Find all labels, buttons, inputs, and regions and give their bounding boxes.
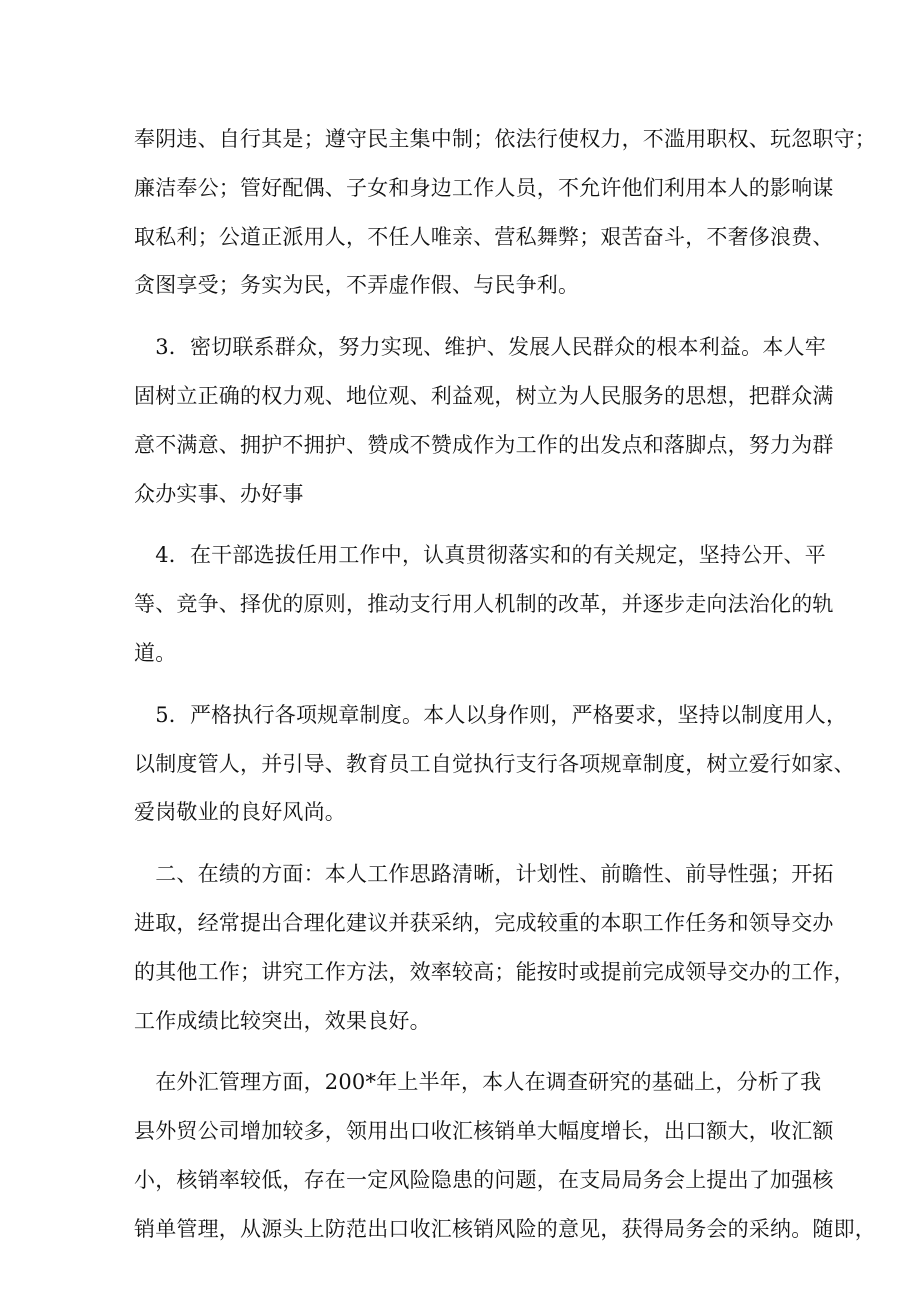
text-line: 二、在绩的方面：本人工作思路清晰，计划性、前瞻性、前导性强；开拓 xyxy=(134,862,834,887)
paragraph-gap xyxy=(134,678,796,691)
paragraph-gap xyxy=(134,1045,796,1058)
text-line: 的其他工作；讲究工作方法，效率较高；能按时或提前完成领导交办的工作， xyxy=(134,959,855,984)
text-line: 小，核销率较低，存在一定风险隐患的问题，在支局局务会上提出了加强核 xyxy=(134,1167,834,1192)
text-line: 进取，经常提出合理化建议并获采纳，完成较重的本职工作任务和领导交办 xyxy=(134,910,834,935)
text-line: 爱岗敬业的良好风尚。 xyxy=(134,800,346,825)
text-line: 在外汇管理方面，200*年上半年，本人在调查研究的基础上，分析了我 xyxy=(134,1070,822,1095)
text-line: 4．在干部选拔任用工作中，认真贯彻落实和的有关规定，坚持公开、平 xyxy=(134,543,826,568)
text-line: 以制度管人，并引导、教育员工自觉执行支行各项规章制度，树立爱行如家、 xyxy=(134,751,855,776)
text-line: 道。 xyxy=(134,640,177,665)
text-line: 奉阴违、自行其是；遵守民主集中制；依法行使权力，不滥用职权、玩忽职守； xyxy=(134,127,876,151)
text-line: 3．密切联系群众，努力实现、维护、发展人民群众的根本利益。本人牢 xyxy=(134,335,826,360)
paragraph-gap xyxy=(134,837,796,850)
text-line: 销单管理，从源头上防范出口收汇核销风险的意见，获得局务会的采纳。随即， xyxy=(134,1216,876,1241)
text-line: 5．严格执行各项规章制度。本人以身作则，严格要求，坚持以制度用人， xyxy=(134,702,848,727)
text-line: 意不满意、拥护不拥护、赞成不赞成作为工作的出发点和落脚点，努力为群 xyxy=(134,432,834,457)
text-line: 众办实事、办好事 xyxy=(134,481,304,506)
paragraph-gap xyxy=(134,310,796,323)
text-line: 固树立正确的权力观、地位观、利益观，树立为人民服务的思想，把群众满 xyxy=(134,383,834,408)
text-line: 县外贸公司增加较多，领用出口收汇核销单大幅度增长，出口额大，收汇额 xyxy=(134,1119,834,1144)
paragraph-gap xyxy=(134,518,796,531)
text-line: 廉洁奉公；管好配偶、子女和身边工作人员，不允许他们利用本人的影响谋 xyxy=(134,175,834,200)
text-line: 工作成绩比较突出，效果良好。 xyxy=(134,1008,431,1033)
text-line: 贪图享受；务实为民，不弄虚作假、与民争利。 xyxy=(134,273,580,298)
text-line: 取私利；公道正派用人，不任人唯亲、营私舞弊；艰苦奋斗，不奢侈浪费、 xyxy=(134,224,834,249)
document-body xyxy=(134,115,876,1254)
text-line: 等、竞争、择优的原则，推动支行用人机制的改革，并逐步走向法治化的轨 xyxy=(134,592,834,617)
